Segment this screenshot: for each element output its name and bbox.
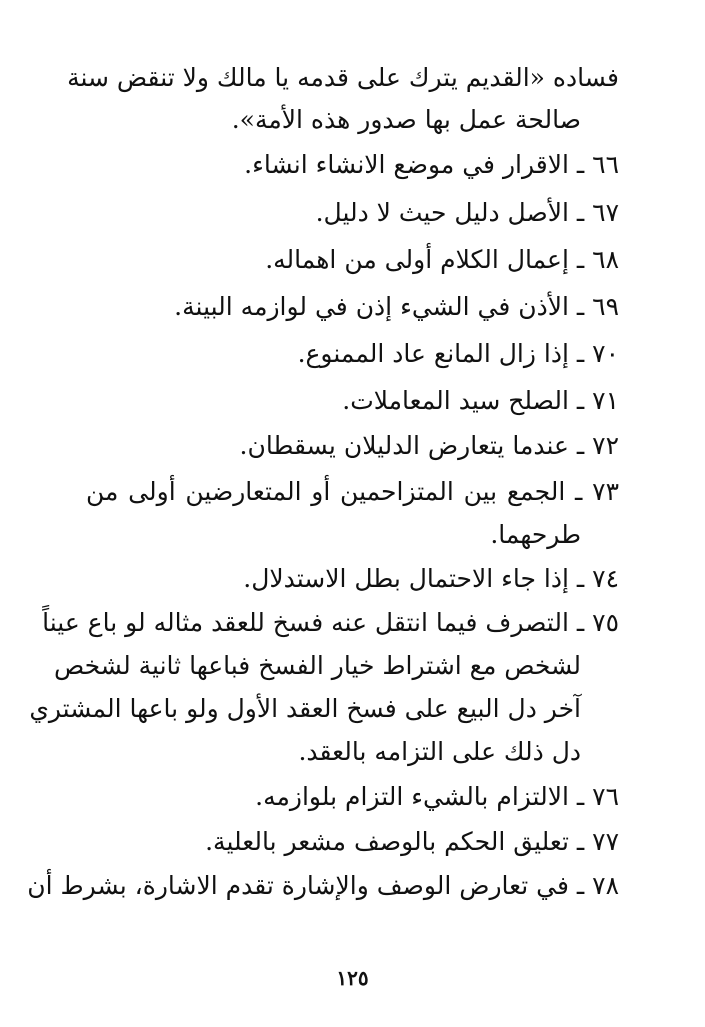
list-item: ٧٨ ـ في تعارض الوصف والإشارة تقدم الاشارة، بشرط أن — [27, 871, 619, 900]
list-item: ٧٢ ـ عندما يتعارض الدليلان يسقطان. — [239, 431, 619, 460]
list-item: ٧٥ ـ التصرف فيما انتقل عنه فسخ للعقد مثاله لو باع عيناً — [42, 608, 619, 637]
list-item: ٧٣ ـ الجمع بين المتزاحمين أو المتعارضين أولى من — [86, 477, 619, 506]
list-item-continuation: آخر دل البيع على فسخ العقد الأول ولو باعها المشتري — [29, 694, 581, 723]
list-item: ٧٠ ـ إذا زال المانع عاد الممنوع. — [297, 339, 619, 368]
list-item: ٧١ ـ الصلح سيد المعاملات. — [342, 386, 619, 415]
list-item: ٦٦ ـ الاقرار في موضع الانشاء انشاء. — [244, 150, 619, 179]
list-item: ٦٧ ـ الأصل دليل حيث لا دليل. — [315, 198, 619, 227]
list-item: ٦٩ ـ الأذن في الشيء إذن في لوازمه البينة. — [174, 292, 619, 321]
text-line: صالحة عمل بها صدور هذه الأمة». — [231, 105, 581, 134]
list-item: ٧٧ ـ تعليق الحكم بالوصف مشعر بالعلية. — [205, 827, 619, 856]
list-item-continuation: دل ذلك على التزامه بالعقد. — [298, 737, 581, 766]
list-item-continuation: لشخص مع اشتراط خيار الفسخ فباعها ثانية لشخص — [54, 651, 581, 680]
text-line: فساده «القديم يترك على قدمه يا مالك ولا تنقض سنة — [67, 63, 619, 92]
list-item: ٧٦ ـ الالتزام بالشيء التزام بلوازمه. — [255, 782, 619, 811]
page-number: ١٢٥ — [336, 966, 369, 990]
list-item: ٦٨ ـ إعمال الكلام أولى من اهماله. — [265, 245, 619, 274]
list-item-continuation: طرحهما. — [490, 520, 581, 549]
list-item: ٧٤ ـ إذا جاء الاحتمال بطل الاستدلال. — [243, 564, 619, 593]
